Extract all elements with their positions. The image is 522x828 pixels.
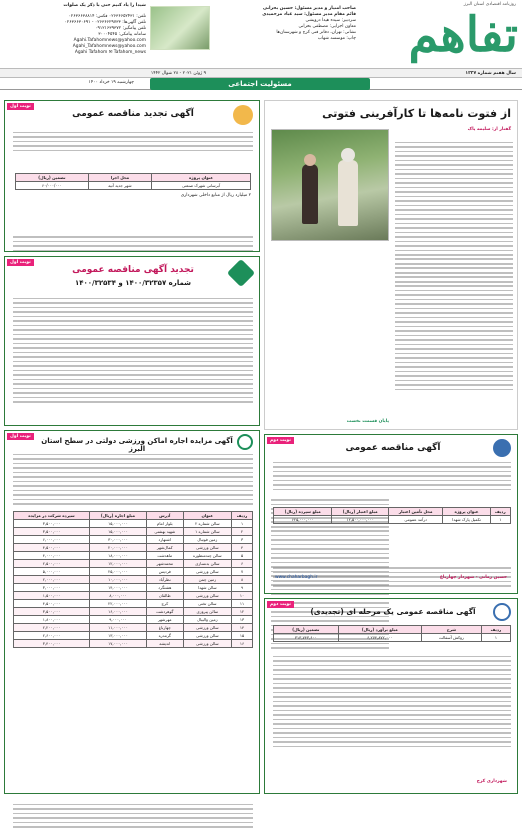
- td: ۸: [232, 576, 253, 584]
- issue-strip: [0, 68, 522, 78]
- ad-body: [13, 132, 253, 152]
- th: عنوان: [183, 512, 232, 520]
- td: مهرشهر: [146, 616, 183, 624]
- td: ۲,۵۰۰,۰۰۰: [14, 560, 90, 568]
- td: زمین والیبال: [183, 616, 232, 624]
- contact-email: Agahi.Tafahomnews@yahoo.com: [73, 38, 146, 43]
- th: تضمین (ریال): [274, 626, 339, 634]
- ad-title: آگهی تجدید مناقصه عمومی: [72, 109, 194, 119]
- org-logo: [227, 259, 255, 287]
- feature-end-note: پایان قسمت نخست: [346, 419, 389, 424]
- logo-text: تفاهم: [408, 7, 518, 63]
- org-logo: [493, 439, 511, 457]
- table-row: [14, 552, 253, 560]
- td: روکش آسفالت: [421, 634, 481, 642]
- td: ۳,۵۰۰,۰۰۰: [14, 528, 90, 536]
- td: ۵: [232, 552, 253, 560]
- badge: نوبت دوم: [267, 601, 294, 608]
- masthead: [0, 0, 522, 90]
- table-row: [14, 520, 253, 528]
- td: ۳۰,۰۰۰,۰۰۰: [90, 536, 147, 544]
- th: مبلغ برآورد (ریال): [338, 626, 421, 634]
- td: ۱۰,۰۰۰,۰۰۰: [90, 576, 147, 584]
- table-row: [14, 560, 253, 568]
- td: سالن ورزشی: [183, 624, 232, 632]
- td: ۹,۰۰۰,۰۰۰: [90, 616, 147, 624]
- td: ۹: [232, 584, 253, 592]
- td: گرمدره: [146, 632, 183, 640]
- table-row: [14, 608, 253, 616]
- td: اندیشه: [146, 640, 183, 648]
- th: ردیف: [490, 508, 510, 516]
- td: ۱۸,۰۰۰,۰۰۰: [90, 552, 147, 560]
- td: ۱۲,۵۰۰,۰۰۰,۰۰۰: [332, 516, 388, 524]
- table-row: [14, 528, 253, 536]
- table-row: [14, 568, 253, 576]
- ad-body-2: [13, 236, 253, 251]
- td: آبرسانی شهرک صنعتی: [152, 182, 251, 190]
- ad-tender-4: [264, 434, 518, 594]
- contact-block: [6, 14, 146, 56]
- td: چهارباغ: [146, 624, 183, 632]
- td: ۱: [232, 520, 253, 528]
- td: ۱,۵۰۰,۰۰۰: [14, 592, 90, 600]
- th: سپرده شرکت در مزایده: [14, 512, 90, 520]
- td: درآمد عمومی: [388, 516, 443, 524]
- td: ۱۱,۰۰۰,۰۰۰: [90, 624, 147, 632]
- contact-line: تلفن آگهی‌ها: ۰۲۶۳۶۶۲۹۷۳۳ - ۰۲۶۳۶۶۳۰۶۹۱: [64, 20, 146, 25]
- td: ۴,۵۰۰,۰۰۰: [14, 544, 90, 552]
- contact-email: Agahi_Tafahomnews@yahoo.com: [72, 44, 146, 49]
- td: ۳: [232, 536, 253, 544]
- table-row: [14, 592, 253, 600]
- td: ۱۱: [232, 600, 253, 608]
- td: ۶۰/۰۰۰/۰۰۰: [16, 182, 89, 190]
- publisher-line: سردبیر: سیده هیدا درویشی: [305, 18, 356, 23]
- td: ۳,۴۰۰,۰۰۰: [14, 640, 90, 648]
- contact-line: سامانه پیامکی: ۳۰۰۰۴۵۴۵: [98, 32, 146, 37]
- th: مبلغ اجاره (ریال): [90, 512, 147, 520]
- contact-line: تلفن پیامگیر: ۰۹۱۲۱۶۳۹۳۷۲: [95, 26, 146, 31]
- td: ۱: [481, 634, 510, 642]
- th: تضمین (ریال): [16, 174, 89, 182]
- table-row: [14, 600, 253, 608]
- publisher-line: قائم مقام مدیر مسئول: سید عباد مرحمیدی: [262, 12, 356, 17]
- issue-line: سال هفتم شماره ۱۲۲۷: [465, 71, 516, 76]
- td: اشتهارد: [146, 536, 183, 544]
- publisher-line: صاحب امتیاز و مدیر مسئول: حسین بحرانی: [262, 6, 356, 11]
- td: شهید بهشتی: [146, 528, 183, 536]
- tagline: روزنامه اقتصادی استان البرز: [463, 2, 516, 7]
- td: گوهردشت: [146, 608, 183, 616]
- table-row: [14, 632, 253, 640]
- badge: نوبت دوم: [267, 437, 294, 444]
- td: سالن چندمنظوره: [183, 552, 232, 560]
- weekday-date: چهارشنبه ۱۹ خرداد ۱۴۰۰: [88, 80, 134, 85]
- td: ۱۴,۰۰۰,۰۰۰: [90, 584, 147, 592]
- feature-body-top: [395, 142, 513, 390]
- td: هشتگرد: [146, 584, 183, 592]
- td: سالن تختی: [183, 600, 232, 608]
- masthead-photo: [150, 6, 210, 50]
- org-logo: [233, 105, 253, 125]
- td: ۳۱۳,۷۴۳,۶۰۰: [274, 634, 339, 642]
- td: ۱۳: [232, 616, 253, 624]
- ad-tender-5: [264, 598, 518, 794]
- td: ۳,۵۰۰,۰۰۰: [14, 520, 90, 528]
- th: مبلغ سپرده (ریال): [274, 508, 332, 516]
- td: سالن پیروزی: [183, 608, 232, 616]
- td: ۶,۲۷۴,۸۷۲,۰۰۰: [338, 634, 421, 642]
- th: عنوان پروژه: [152, 174, 251, 182]
- td: سالن بدنسازی: [183, 560, 232, 568]
- ad-title: آگهی مناقصه عمومی یک مرحله ای (تجدیدی): [310, 607, 476, 616]
- ad-body: [13, 298, 253, 403]
- td: فردیس: [146, 568, 183, 576]
- td: سالن ورزشی: [183, 568, 232, 576]
- org-logo: [237, 434, 253, 450]
- ad-body: [13, 454, 253, 505]
- td: سالن ورزشی: [183, 592, 232, 600]
- publisher-line: معاون اجرایی: مصطفی بحرانی: [298, 24, 356, 29]
- ad-footer: [13, 804, 253, 828]
- org-logo: [493, 603, 511, 621]
- ad-signature: حسین زمانی - شهردار چهارباغ: [439, 575, 507, 580]
- ad-title: آگهی مناقصه عمومی: [345, 443, 441, 453]
- th: شرح: [421, 626, 481, 634]
- td: طالقان: [146, 592, 183, 600]
- feature-photo: [271, 129, 389, 241]
- publisher-block: [216, 6, 356, 42]
- td: ۵,۰۰۰,۰۰۰: [14, 568, 90, 576]
- ad-body: [273, 462, 511, 491]
- feature-author: گفتار از: سلیمه پاک: [467, 127, 511, 132]
- th: محل تأمین اعتبار: [388, 508, 443, 516]
- td: سالن ورزشی: [183, 544, 232, 552]
- td: ۱۳,۰۰۰,۰۰۰: [90, 632, 147, 640]
- ad-title: آگهی مزایده اجاره اماکن ورزشی دولتی در سطح استان البرز: [41, 437, 233, 453]
- table-row: [14, 640, 253, 648]
- section-banner: [150, 78, 370, 90]
- td: ۴,۰۰۰,۰۰۰: [14, 552, 90, 560]
- badge: نوبت اول: [7, 433, 34, 440]
- th: ردیف: [481, 626, 510, 634]
- ad-table: [273, 625, 511, 642]
- table-row: [14, 536, 253, 544]
- td: سالن ورزشی: [183, 640, 232, 648]
- th: ردیف: [232, 512, 253, 520]
- contact-line: تلفن: ۰۲۶۳۶۶۵۲۴۳۱ فکس: ۰۲۶۳۶۶۳۸۸۱۴: [68, 14, 146, 19]
- td: ۱۲,۰۰۰,۰۰۰: [90, 560, 147, 568]
- td: ۸,۰۰۰,۰۰۰: [90, 592, 147, 600]
- td: ۱۶: [232, 640, 253, 648]
- td: ۲۲,۰۰۰,۰۰۰: [90, 600, 147, 608]
- ad-title: تجدید آگهی مناقصه عمومی: [72, 265, 194, 275]
- td: سالن شماره ۲: [183, 520, 232, 528]
- td: ۱۷,۰۰۰,۰۰۰: [90, 640, 147, 648]
- td: نظرآباد: [146, 576, 183, 584]
- td: ۱: [490, 516, 510, 524]
- td: ۱۲: [232, 608, 253, 616]
- td: شهر جدید آتیه: [88, 182, 151, 190]
- td: ۶۲۵,۰۰۰,۰۰۰: [274, 516, 332, 524]
- contact-social: Agahi Tafahom ✉ Tafahom_news: [74, 50, 146, 55]
- table-row: [14, 624, 253, 632]
- ad-signature: شهرداری کرج: [476, 779, 507, 784]
- ad-website[interactable]: www.chaharbagh.ir: [275, 575, 318, 580]
- td: ۲,۶۰۰,۰۰۰: [14, 632, 90, 640]
- td: ۱۴: [232, 624, 253, 632]
- table-row: [14, 544, 253, 552]
- th: عنوان پروژه: [443, 508, 490, 516]
- td: ۲,۲۰۰,۰۰۰: [14, 624, 90, 632]
- td: زمین فوتبال: [183, 536, 232, 544]
- td: ۲: [232, 528, 253, 536]
- ad-tender-2: [4, 256, 260, 426]
- ad-table: [273, 507, 511, 524]
- td: کرج: [146, 600, 183, 608]
- td: محمدشهر: [146, 560, 183, 568]
- td: سالن شماره ۱: [183, 528, 232, 536]
- ad-auction: [4, 430, 260, 794]
- td: ۷: [232, 568, 253, 576]
- td: ۳,۵۰۰,۰۰۰: [14, 608, 90, 616]
- td: زمین چمن: [183, 576, 232, 584]
- td: ۱۶,۰۰۰,۰۰۰: [90, 608, 147, 616]
- th: مبلغ اعتبار (ریال): [332, 508, 388, 516]
- td: ۲۰,۰۰۰,۰۰۰: [90, 544, 147, 552]
- td: تکمیل پارک شهدا: [443, 516, 490, 524]
- td: ۱۵: [232, 632, 253, 640]
- table-row: [14, 576, 253, 584]
- table-row: [14, 616, 253, 624]
- ad-subtitle: شماره ۱۴۰۰/۳۲۳۵۷ و ۱۴۰۰/۳۲۵۳۴: [74, 279, 192, 287]
- ad-note: ۲ میلیارد ریال از منابع داخلی شهرداری: [180, 193, 251, 198]
- td: بلوار امام: [146, 520, 183, 528]
- td: ماهدشت: [146, 552, 183, 560]
- td: ۱۰: [232, 592, 253, 600]
- date-line: ۹ ژوئن ۲۰۲۱ - ۲۸ شوال ۱۴۴۲: [150, 71, 206, 76]
- publisher-line: نشانی: تهران، دفاتر فنی کرج و شهرستان‌ها: [276, 30, 356, 35]
- auction-table: [13, 511, 253, 648]
- td: ۲,۰۰۰,۰۰۰: [14, 576, 90, 584]
- publisher-line: چاپ: موسسه شهاب: [317, 36, 356, 41]
- td: ۲۵,۰۰۰,۰۰۰: [90, 568, 147, 576]
- td: سالن شهدا: [183, 584, 232, 592]
- table-row: [14, 584, 253, 592]
- slogan: شیدا را یاد کنیم حتی با ذکر یک صلوات: [63, 3, 146, 8]
- th: آدرس: [146, 512, 183, 520]
- section-banner-text: مسئولیت اجتماعی: [228, 80, 292, 88]
- td: کمال‌شهر: [146, 544, 183, 552]
- td: ۱۵,۰۰۰,۰۰۰: [90, 528, 147, 536]
- ad-body: [273, 656, 511, 747]
- badge: نوبت اول: [7, 259, 34, 266]
- feature-article: [264, 100, 518, 430]
- ad-table: [15, 173, 251, 199]
- td: ۱۵,۰۰۰,۰۰۰: [90, 520, 147, 528]
- feature-headline: از فتوت نامه‌ها تا کارآفرینی فتوتی: [322, 107, 511, 120]
- td: سالن ورزشی: [183, 632, 232, 640]
- th: محل اجرا: [88, 174, 151, 182]
- td: ۶,۰۰۰,۰۰۰: [14, 536, 90, 544]
- td: ۳,۰۰۰,۰۰۰: [14, 584, 90, 592]
- td: ۱,۸۰۰,۰۰۰: [14, 616, 90, 624]
- td: ۴,۵۰۰,۰۰۰: [14, 600, 90, 608]
- newspaper-logo: [362, 2, 518, 64]
- td: ۴: [232, 544, 253, 552]
- td: ۶: [232, 560, 253, 568]
- ad-tender-1: [4, 100, 260, 252]
- badge: نوبت اول: [7, 103, 34, 110]
